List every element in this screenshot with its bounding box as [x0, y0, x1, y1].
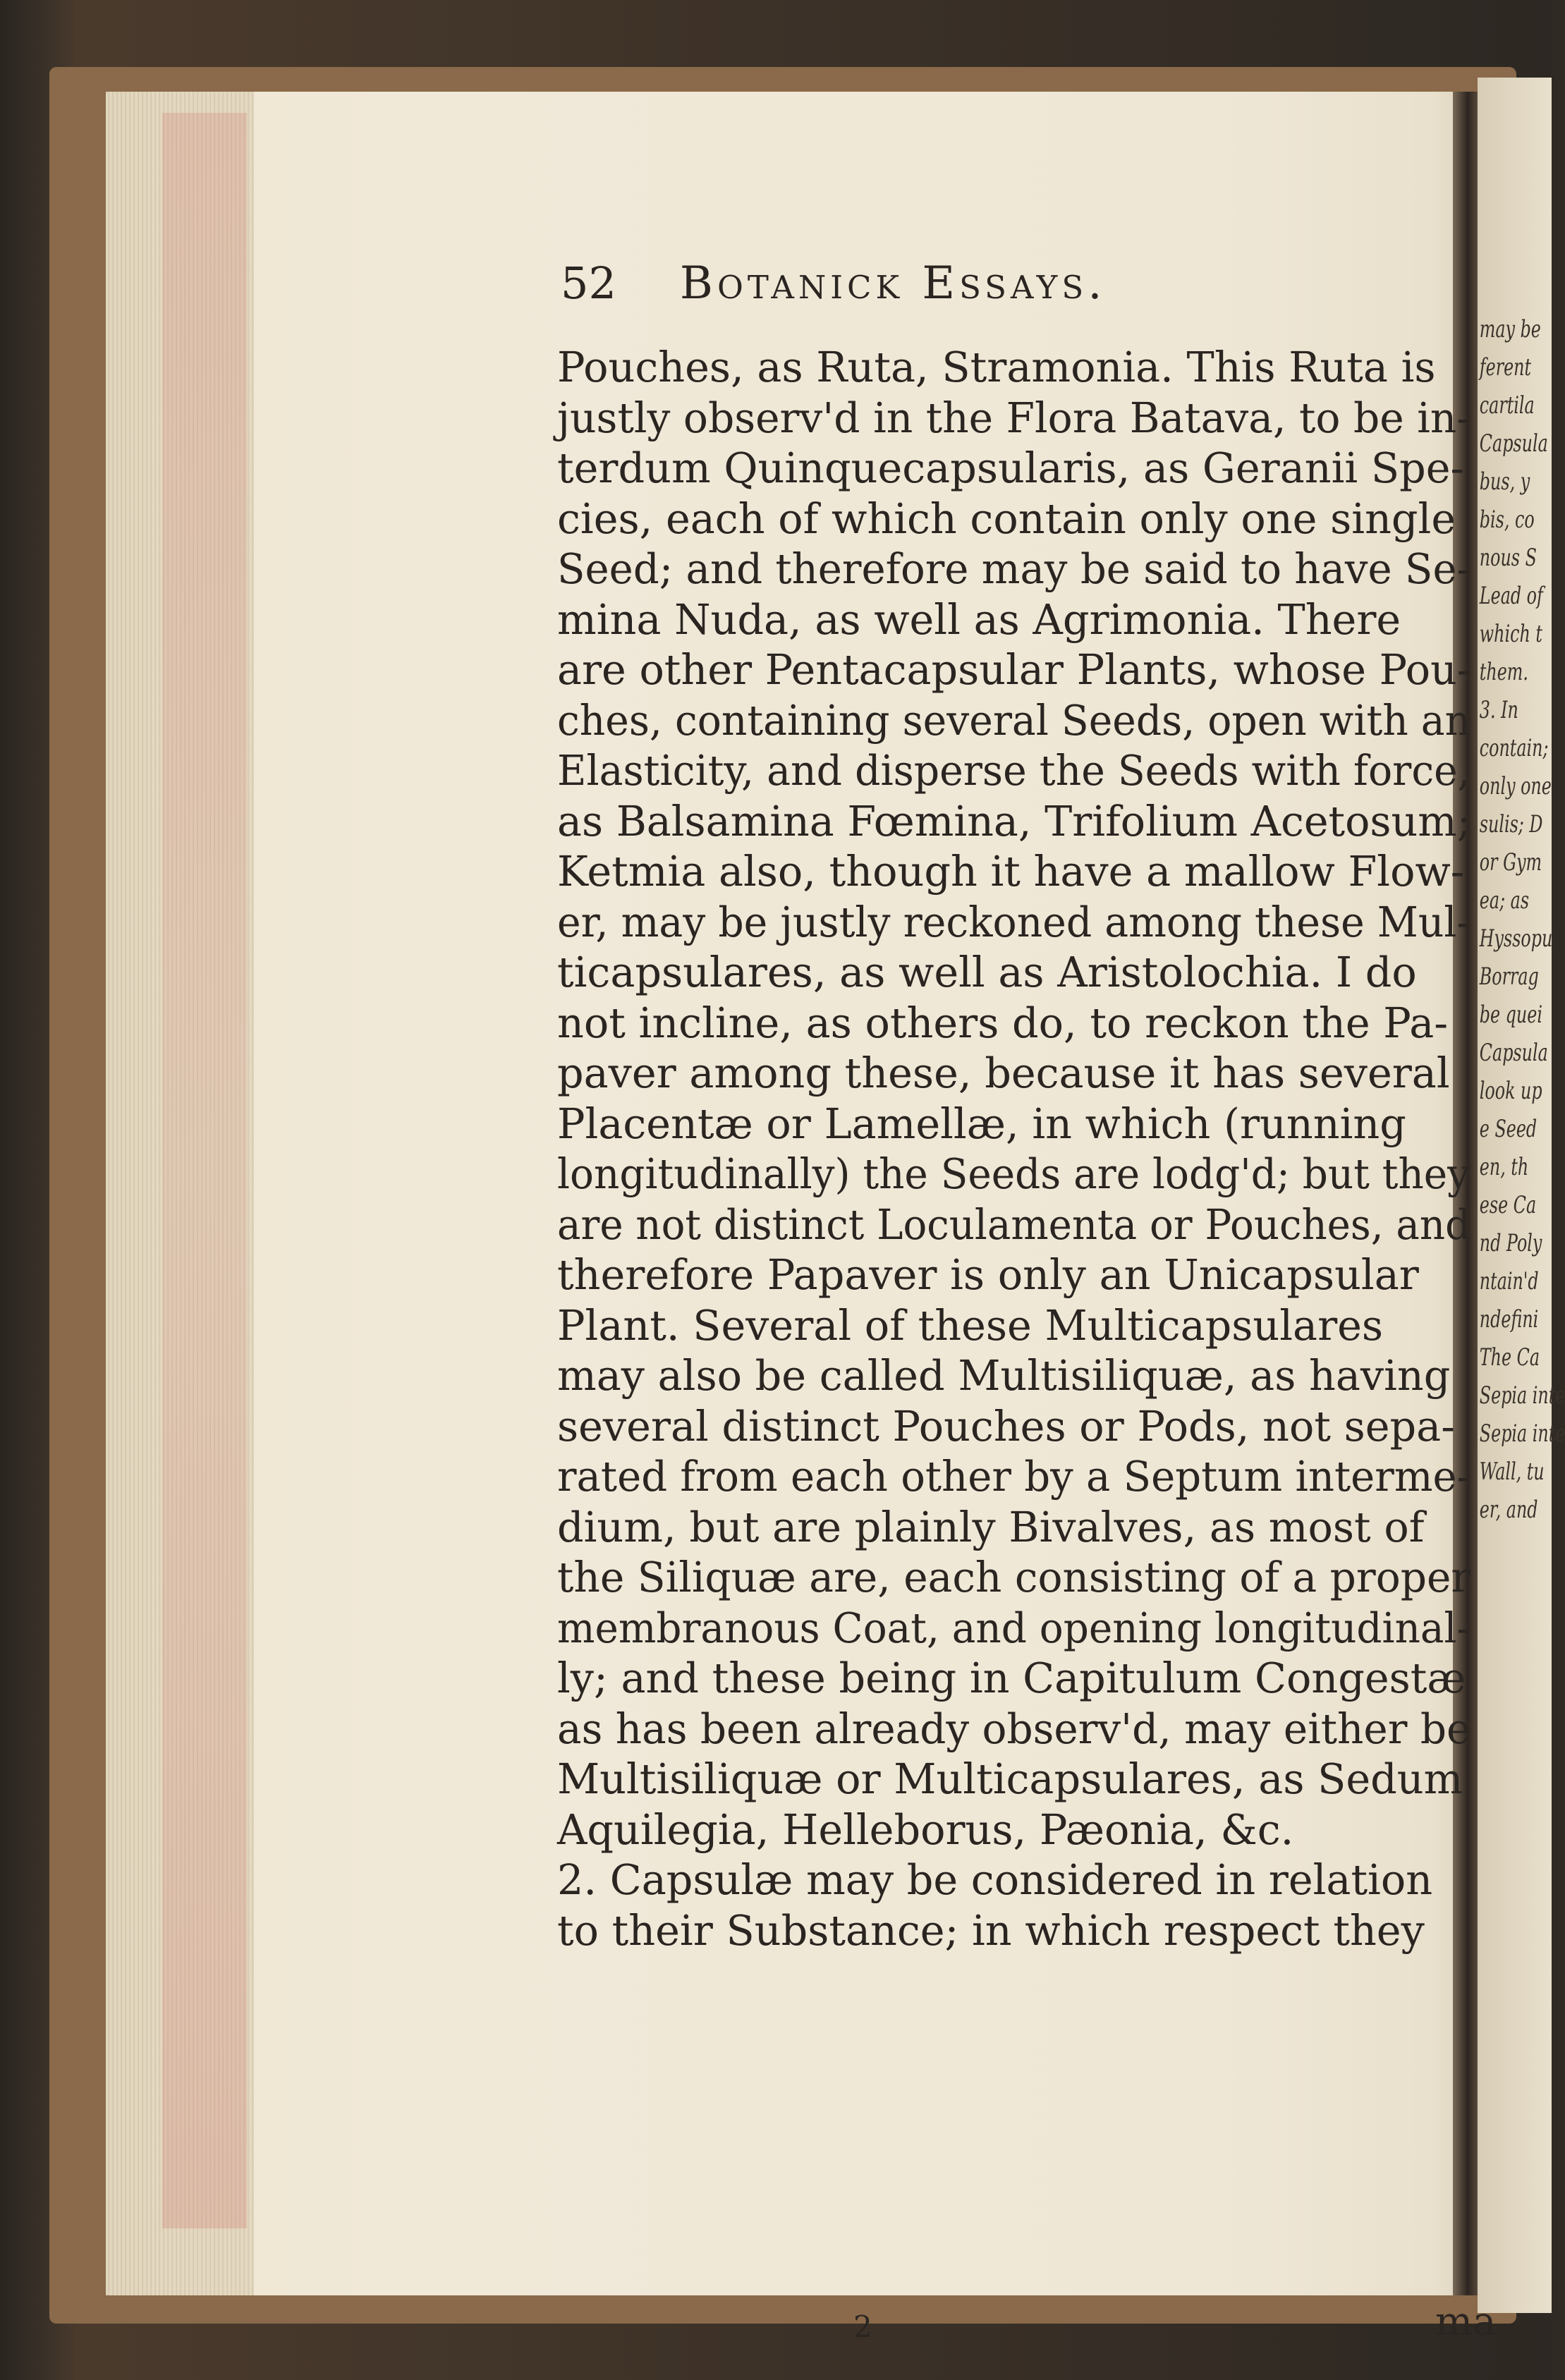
facing-text-fragment: be quei [1479, 1001, 1542, 1029]
text-line: are not distinct Loculamenta or Pouches, and [557, 1200, 1471, 1249]
text-line: ticapsulares, as well as Aristolochia. I do [557, 948, 1417, 996]
facing-text-fragment: Capsula [1479, 1039, 1548, 1067]
facing-text-fragment: Lead of [1479, 582, 1543, 610]
facing-text-fragment: Capsula [1479, 429, 1548, 458]
text-line: to their Substance; in which respect they [557, 1905, 1425, 1955]
facing-text-fragment: e Seed [1479, 1115, 1537, 1143]
text-line: Plant. Several of these Multicapsulares [557, 1300, 1384, 1350]
facing-text-fragment: or Gym [1479, 848, 1542, 877]
text-line: ches, containing several Seeds, open with an [557, 695, 1471, 745]
facing-text-fragment: look up [1479, 1077, 1542, 1105]
catchword: ma [1435, 2299, 1497, 2345]
facing-text-fragment: Sepia inte [1479, 1381, 1565, 1410]
page-header [561, 257, 1474, 342]
facing-text-fragment: Borrag [1479, 963, 1539, 991]
text-line: terdum Quinquecapsularis, as Geranii Spe- [557, 444, 1465, 492]
facing-text-fragment: cartila [1479, 391, 1535, 420]
facing-text-fragment: ndefini [1479, 1305, 1539, 1334]
facing-text-fragment: ea; as [1479, 886, 1530, 915]
facing-text-fragment: bus, y [1479, 468, 1530, 496]
text-line: are other Pentacapsular Plants, whose Pou- [557, 645, 1471, 694]
body-text [557, 342, 1474, 1955]
facing-text-fragment: nd Poly [1479, 1229, 1542, 1257]
facing-page-fragment [1478, 78, 1565, 2313]
text-line: ly; and these being in Capitulum Congestæ [557, 1654, 1466, 1702]
text-line: Aquilegia, Helleborus, Pæonia, &c. [557, 1805, 1294, 1854]
text-line: Multisiliquæ or Multicapsulares, as Sedum [557, 1755, 1463, 1803]
facing-text-fragment: en, th [1479, 1153, 1529, 1181]
red-edge-stain [162, 113, 247, 2228]
page-number: 52 [561, 257, 616, 309]
text-line: several distinct Pouches or Pods, not sepa- [557, 1401, 1456, 1451]
text-line: Seed; and therefore may be said to have Se- [557, 544, 1471, 593]
text-line: Placentæ or Lamellæ, in which (running [557, 1099, 1406, 1148]
text-line: therefore Papaver is only an Unicapsular [557, 1250, 1419, 1299]
page-text [557, 257, 1474, 1955]
facing-text-fragment: nous S [1479, 544, 1537, 572]
facing-text-fragment: The Ca [1479, 1343, 1540, 1372]
text-line: mina Nuda, as well as Agrimonia. There [557, 594, 1401, 644]
text-line: as Balsamina Fœmina, Trifolium Acetosum; [557, 796, 1471, 846]
text-line: er, may be justly reckoned among these Mul- [557, 897, 1470, 946]
facing-text-fragment: may be [1479, 315, 1541, 343]
running-head: Botanick Essays. [679, 257, 1107, 310]
facing-text-fragment: ntain'd [1479, 1267, 1539, 1295]
facing-text-fragment: ferent [1479, 353, 1532, 382]
text-line: Pouches, as Ruta, Stramonia. This Ruta is [557, 343, 1436, 391]
facing-text-fragment: Sepia inte [1479, 1420, 1565, 1448]
text-line: 2. Capsulæ may be considered in relation [557, 1855, 1433, 1904]
facing-text-fragment: bis, co [1479, 506, 1535, 534]
facing-text-fragment: contain; [1479, 734, 1549, 762]
text-line: longitudinally) the Seeds are lodg'd; but they [557, 1149, 1470, 1198]
text-line: not incline, as others do, to reckon the Pa- [557, 998, 1449, 1047]
facing-text-fragment: sulis; D [1479, 810, 1543, 838]
facing-text-fragment: ese Ca [1479, 1191, 1537, 1219]
text-line: dium, but are plainly Bivalves, as most of [557, 1502, 1425, 1551]
facing-text-fragment: 3. In [1479, 696, 1518, 724]
facing-text-fragment: only one [1479, 772, 1552, 800]
text-line: rated from each other by a Septum interme- [557, 1452, 1471, 1501]
signature-mark: 2 [853, 2309, 872, 2344]
text-line: as has been already observ'd, may either be [557, 1704, 1471, 1753]
facing-text-fragment: Hyssopu [1479, 924, 1553, 953]
facing-text-fragment: er, and [1479, 1496, 1538, 1524]
text-line: justly observ'd in the Flora Batava, to be in- [557, 393, 1471, 442]
text-line: Ketmia also, though it have a mallow Flow- [557, 847, 1465, 896]
text-line: may also be called Multisiliquæ, as having [557, 1351, 1451, 1400]
facing-text-fragment: them. [1479, 658, 1528, 686]
text-line: cies, each of which contain only one single [557, 494, 1456, 543]
text-line: Elasticity, and disperse the Seeds with force, [557, 746, 1470, 795]
facing-text-fragment: which t [1479, 620, 1542, 648]
text-line: the Siliquæ are, each consisting of a proper [557, 1553, 1471, 1601]
text-line: paver among these, because it has several [557, 1049, 1450, 1097]
text-line: membranous Coat, and opening longitudinal- [557, 1603, 1470, 1652]
facing-text-fragment: Wall, tu [1479, 1458, 1545, 1486]
